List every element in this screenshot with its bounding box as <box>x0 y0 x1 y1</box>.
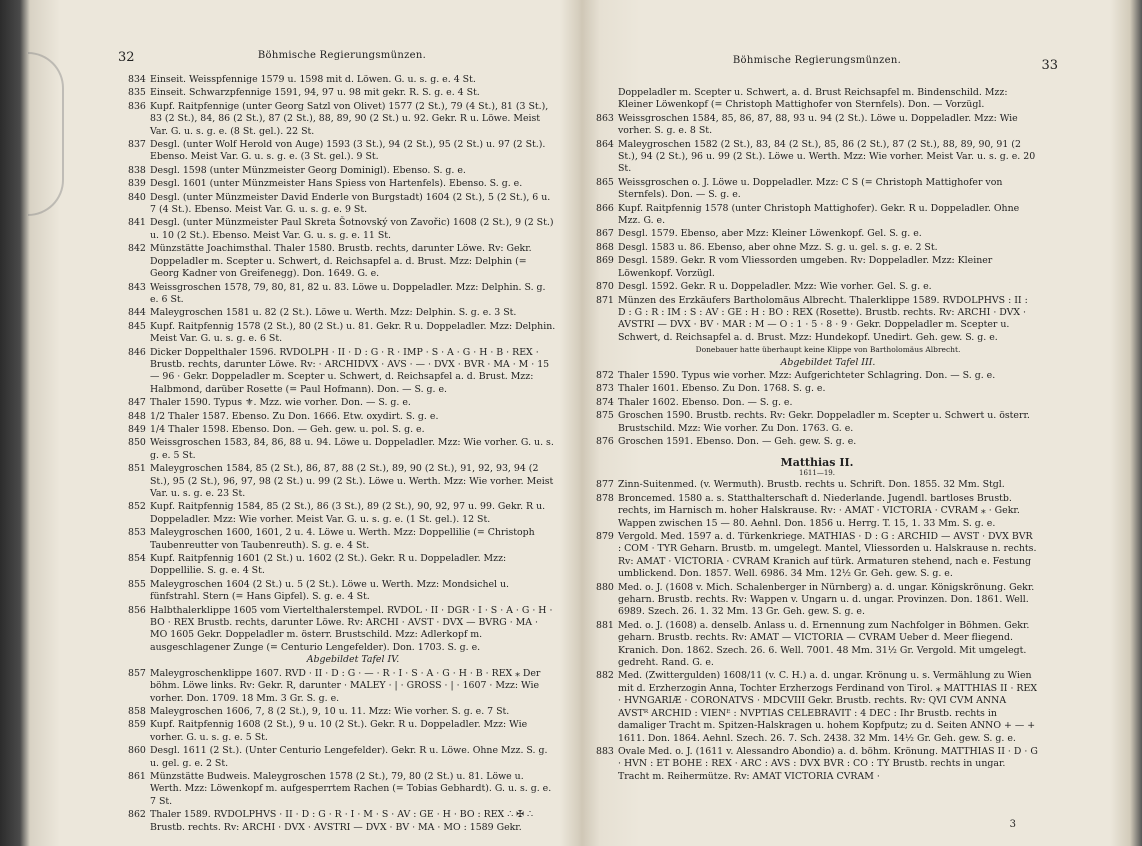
entry-number: 850 <box>128 437 146 449</box>
entry-number: 866 <box>596 202 614 214</box>
catalog-entry <box>596 493 1038 530</box>
catalog-entry <box>128 668 556 705</box>
entry-text: Kupf. Raitpfennig 1601 (2 St.) u. 1602 (2 St.). Gekr. R u. Doppeladler. Mzz: Doppellilie. S. g. e. 4 St. <box>150 553 507 577</box>
entry-number: 862 <box>128 809 146 821</box>
entry-text: Einseit. Schwarzpfennige 1591, 94, 97 u. 98 mit gekr. R. S. g. e. 4 St. <box>150 87 480 99</box>
entry-text: Desgl. 1611 (2 St.). (Unter Centurio Lengefelder). Gekr. R u. Löwe. Ohne Mzz. S. g. u. gel. g. e. 2 St. <box>150 745 548 769</box>
entry-number: 868 <box>596 241 614 253</box>
section-years: 1611—19. <box>799 469 835 478</box>
catalog-entry <box>128 165 556 177</box>
catalog-entry <box>128 87 556 99</box>
entry-number: 864 <box>596 138 614 150</box>
entry-number: 877 <box>596 479 614 491</box>
entry-number: 872 <box>596 369 614 381</box>
catalog-entry <box>596 479 1038 491</box>
entry-text: Thaler 1601. Ebenso. Zu Don. 1768. S. g. e. <box>618 383 826 395</box>
catalog-entry <box>128 719 556 744</box>
catalog-entry <box>128 501 556 526</box>
catalog-entry <box>128 411 556 423</box>
plate-reference: Abgebildet Tafel IV. <box>306 654 400 666</box>
catalog-entry <box>596 139 1038 176</box>
entry-text: Thaler 1590. Typus wie vorher. Mzz: Aufgerichteter Schlagring. Don. — S. g. e. <box>618 369 996 381</box>
catalog-entry <box>128 321 556 346</box>
entry-text: Broncemed. 1580 a. s. Statthalterschaft d. Niederlande. Jugendl. bartloses Brustb. rechts, im Harnisch m. hoher Halskrause. Rv: · AMAT · VICTORIA · CVRAM ⁎ · Gekr. Wappen zwischen 15 — 80. Aehnl. Don. 1856 u. Herrg. T. 15, 1. 33 Mm. S. g. e. <box>618 492 1020 529</box>
section-title: Matthias II. <box>780 456 854 470</box>
entry-number: 852 <box>128 501 146 513</box>
entry-text: Ovale Med. o. J. (1611 v. Alessandro Abondio) a. d. böhm. Krönung. MATTHIAS II · D · G · HVN : ET BOHE : REX · ARC : AVS : DVX BVR : CO : TY Brustb. rechts in ungar. Tracht m. Reihermütze. Rv: AMAT VICTORIA CVRAM · <box>618 745 1038 782</box>
entry-text: Zinn-Suitenmed. (v. Wermuth). Brustb. rechts u. Schrift. Don. 1855. 32 Mm. Stgl. <box>618 479 1005 491</box>
entry-number: 854 <box>128 553 146 565</box>
entry-text: Kupf. Raitpfennig 1578 (2 St.), 80 (2 St.) u. 81. Gekr. R u. Doppeladler. Mzz: Delphin. Meist Var. G. u. s. g. e. 6 St. <box>150 320 556 345</box>
catalog-entry <box>596 670 1038 744</box>
entry-text: Vergold. Med. 1597 a. d. Türkenkriege. MATHIAS · D : G : ARCHID — AVST · DVX BVR : COM · TYR Geharn. Brustb. m. umgelegt. Mantel, Vliessorden u. Halskrause n. rechts. Rv: AMAT · VICTORIA · CVRAM Kranich auf türk. Armaturen stehend, nach e. Festung umblickend. Don. 1857. Well. 6986. 34 Mm. 12½ Gr. Geh. gew. S. g. e. <box>618 531 1037 580</box>
catalog-entry <box>128 771 556 808</box>
entry-number: 880 <box>596 581 614 593</box>
entry-number: 856 <box>128 604 146 616</box>
entry-text: Maleygroschen 1584, 85 (2 St.), 86, 87, 88 (2 St.), 89, 90 (2 St.), 91, 92, 93, 94 (2 St.), 95 (2 St.), 96, 97, 98 (2 St.) u. 99 (2 St.). Löwe u. Werth. Mzz: Wie vorher. Meist Var. u. s. g. e. 23 St. <box>150 463 554 499</box>
entry-text: Weissgroschen 1583, 84, 86, 88 u. 94. Löwe u. Doppeladler. Mzz: Wie vorher. G. u. s. g. e. 5 St. <box>150 437 554 461</box>
entry-number: 871 <box>596 294 614 306</box>
catalog-entry <box>596 370 1038 382</box>
entry-number: 840 <box>128 191 146 203</box>
entry-number: 869 <box>596 255 614 267</box>
catalog-entry <box>596 228 1038 240</box>
entry-number: 865 <box>596 176 614 188</box>
entry-number: 883 <box>596 745 614 757</box>
entry-number: 863 <box>596 112 614 124</box>
catalog-entry <box>596 410 1038 435</box>
entry-number: 847 <box>128 397 146 409</box>
entry-number: 842 <box>128 243 146 255</box>
entry-number: 860 <box>128 745 146 757</box>
entry-text: Halbthalerklippe 1605 vom Viertelthalerstempel. RVDOL · II · DGR · I · S · A · G · H · BO · REX Brustb. rechts, darunter Löwe. Rv: ARCHI · AVST · DVX — BVRG · MA · MO 1605 Gekr. Doppeladler m. österr. Brustschild. Mzz: Adlerkopf m. ausgeschlagener Zunge (= Centurio Lengefelder). Don. 1703. S. g. e. <box>150 604 553 653</box>
catalog-entry <box>128 217 556 242</box>
entry-text: Weissgroschen o. J. Löwe u. Doppeladler. Mzz: C S (= Christoph Mattighofer von Sternfels). Don. — S. g. e. <box>618 176 1003 201</box>
entry-text: Desgl. 1592. Gekr. R u. Doppeladler. Mzz: Wie vorher. Gel. S. g. e. <box>618 281 932 293</box>
catalog-entry <box>596 436 1038 448</box>
catalog-entry <box>128 101 556 138</box>
catalog-entry <box>128 437 556 462</box>
catalog-entry <box>128 706 556 718</box>
entry-text: Desgl. 1579. Ebenso, aber Mzz: Kleiner Löwenkopf. Gel. S. g. e. <box>618 228 922 240</box>
catalog-entry <box>128 307 556 319</box>
catalog-entry <box>128 178 556 190</box>
catalog-entry <box>596 582 1038 619</box>
left-page <box>118 0 556 846</box>
entry-number: 876 <box>596 435 614 447</box>
signature-mark: 3 <box>1009 819 1016 830</box>
catalog-entry <box>596 531 1038 581</box>
catalog-entry <box>128 809 556 834</box>
catalog-entry <box>596 620 1038 670</box>
catalog-entry <box>596 113 1038 138</box>
catalog-entry <box>596 87 1038 112</box>
entry-text: Desgl. 1583 u. 86. Ebenso, aber ohne Mzz. S. g. u. gel. s. g. e. 2 St. <box>618 241 938 253</box>
page-number: 33 <box>1041 58 1058 73</box>
catalog-entry <box>128 745 556 770</box>
entry-note: Donebauer hatte überhaupt keine Klippe von Bartholomäus Albrecht. <box>695 345 961 355</box>
entry-number: 873 <box>596 383 614 395</box>
entry-text: Desgl. (unter Münzmeister Paul Skreta Šotnovský von Zavořic) 1608 (2 St.), 9 (2 St.) u. 10 (2 St.). Ebenso. Meist Var. G. u. s. g. e. 11 St. <box>150 217 554 241</box>
entry-text: Maleygroschen 1600, 1601, 2 u. 4. Löwe u. Werth. Mzz: Doppellilie (= Christoph Taubenreutter von Taubenreuth). S. g. e. 4 St. <box>150 527 535 551</box>
catalog-entry <box>128 553 556 578</box>
entry-text: Thaler 1590. Typus ⚜. Mzz. wie vorher. Don. — S. g. e. <box>150 397 411 409</box>
catalog-entry <box>128 397 556 409</box>
entry-text: Med. o. J. (1608) a. denselb. Anlass u. d. Ernennung zum Nachfolger in Böhmen. Gekr. geharn. Brustb. rechts. Rv: AMAT — VICTORIA — CVRAM Ueber d. Meer fliegend. Kranich. Don. 1862. Szech. 26. 6. Well. 7001. 48 Mm. 31½ Gr. Vergold. Mit umgelegt. gedreht. Rand. G. e. <box>618 619 1030 669</box>
entry-number: 837 <box>128 139 146 151</box>
entry-text: Einseit. Weisspfennige 1579 u. 1598 mit d. Löwen. G. u. s. g. e. 4 St. <box>150 74 476 85</box>
catalog-entry <box>128 282 556 307</box>
entry-number: 849 <box>128 423 146 435</box>
entry-number: 853 <box>128 527 146 539</box>
entry-number: 879 <box>596 531 614 542</box>
entry-text: Desgl. 1589. Gekr. R vom Vliessorden umgeben. Rv: Doppeladler. Mzz: Kleiner Löwenkopf. Vorzügl. <box>618 255 993 279</box>
entry-number: 836 <box>128 100 146 112</box>
catalog-entry <box>596 177 1038 202</box>
entry-text: Desgl. (unter Wolf Herold von Auge) 1593 (3 St.), 94 (2 St.), 95 (2 St.) u. 97 (2 St.). Ebenso. Meist Var. G. u. s. g. e. (3 St. gel.). 9 St. <box>150 139 546 163</box>
catalog-entry <box>596 281 1038 293</box>
catalog-entry <box>596 203 1038 228</box>
entry-text: Kupf. Raitpfennig 1608 (2 St.), 9 u. 10 (2 St.). Gekr. R u. Doppeladler. Mzz: Wie vorher. G. u. s. g. e. 5 St. <box>150 719 528 743</box>
entry-number: 878 <box>596 492 614 504</box>
entry-text: Desgl. (unter Münzmeister David Enderle von Burgstadt) 1604 (2 St.), 5 (2 St.), 6 u. 7 (4 St.). Ebenso. Meist Var. G. u. s. g. e. 9 St. <box>150 191 551 216</box>
entry-number: 843 <box>128 281 146 293</box>
page-number: 32 <box>118 50 135 65</box>
entry-text: Dicker Doppelthaler 1596. RVDOLPH · II · D : G · R · IMP · S · A · G · H · B · REX · Brustb. rechts, darunter Löwe. Rv: · ARCHIDVX · AVS · — · DVX · BVR · MA · M · 15 — 96 · Gekr. Doppeladler m. Scepter u. Schwert, d. Reichsapfel a. d. Brust. Mzz: Halbmond, darüber Rosette (= Paul Hofmann). Don. — S. g. e. <box>150 346 550 395</box>
entry-text: Desgl. 1598 (unter Münzmeister Georg Dominigl). Ebenso. S. g. e. <box>150 164 466 176</box>
catalog-entry <box>596 255 1038 280</box>
catalog-entry <box>128 74 556 86</box>
entry-number: 857 <box>128 667 146 679</box>
right-page <box>596 0 1058 846</box>
entry-number: 867 <box>596 228 614 240</box>
catalog-entry <box>128 192 556 217</box>
catalog-entry <box>596 242 1038 254</box>
entry-text: Weissgroschen 1578, 79, 80, 81, 82 u. 83. Löwe u. Doppeladler. Mzz: Delphin. S. g. e. 6 St. <box>150 281 546 305</box>
entry-number: 844 <box>128 307 146 319</box>
entry-text: Groschen 1591. Ebenso. Don. — Geh. gew. S. g. e. <box>618 435 857 447</box>
entry-number: 838 <box>128 164 146 176</box>
entry-number: 846 <box>128 346 146 358</box>
entry-number: 874 <box>596 396 614 408</box>
entry-number: 851 <box>128 463 146 475</box>
catalog-entry <box>596 295 1038 369</box>
entry-list <box>596 87 1038 784</box>
catalog-entry <box>128 579 556 604</box>
entry-text: Münzstätte Joachimsthal. Thaler 1580. Brustb. rechts, darunter Löwe. Rv: Gekr. Doppeladler m. Scepter u. Schwert, d. Reichsapfel a. d. Brust. Mzz: Delphin (= Georg Kadner von Greifenegg). Don. 1649. G. e. <box>150 243 532 280</box>
entry-text: Weissgroschen 1584, 85, 86, 87, 88, 93 u. 94 (2 St.). Löwe u. Doppeladler. Mzz: Wie vorher. S. g. e. 8 St. <box>618 112 1018 137</box>
entry-number: 834 <box>128 74 146 85</box>
catalog-entry <box>128 347 556 397</box>
entry-number: 835 <box>128 87 146 99</box>
entry-number: 845 <box>128 320 146 332</box>
entry-number: 861 <box>128 770 146 782</box>
entry-number: 859 <box>128 719 146 731</box>
entry-text: 1/2 Thaler 1587. Ebenso. Zu Don. 1666. Etw. oxydirt. S. g. e. <box>150 410 439 422</box>
entry-text: 1/4 Thaler 1598. Ebenso. Don. — Geh. gew. u. pol. S. g. e. <box>150 423 425 435</box>
entry-number: 841 <box>128 217 146 229</box>
catalog-entry <box>596 746 1038 783</box>
entry-number: 875 <box>596 410 614 422</box>
entry-text: Kupf. Raitpfennig 1578 (unter Christoph Mattighofer). Gekr. R u. Doppeladler. Ohne Mzz. G. e. <box>618 202 1020 227</box>
catalog-entry <box>596 383 1038 395</box>
catalog-entry <box>128 605 556 667</box>
catalog-entry <box>128 463 556 500</box>
entry-text: Maleygroschen 1604 (2 St.) u. 5 (2 St.). Löwe u. Werth. Mzz: Mondsichel u. fünfstrahl. Stern (= Hans Gipfel). S. g. e. 4 St. <box>150 578 510 603</box>
plate-reference: Abgebildet Tafel III. <box>780 356 876 368</box>
running-head: Böhmische Regierungsmünzen. <box>257 50 427 61</box>
entry-text: Maleygroschen 1581 u. 82 (2 St.). Löwe u. Werth. Mzz: Delphin. S. g. e. 3 St. <box>150 307 517 319</box>
entry-text: Med. o. J. (1608 v. Mich. Schalenberger in Nürnberg) a. d. ungar. Königskrönung. Gekr. geharn. Brustb. rechts. Rv: Wappen v. Ungarn u. d. ungar. Provinzen. Don. 1861. Well. 6989. Szech. 26. 1. 32 Mm. 13 Gr. Geh. gew. S. g. e. <box>618 581 1035 618</box>
entry-text: Groschen 1590. Brustb. rechts. Rv: Gekr. Doppeladler m. Scepter u. Schwert u. österr. Brustschild. Mzz: Wie vorher. Zu Don. 1763. G. e. <box>618 410 1030 434</box>
entry-number: 839 <box>128 178 146 190</box>
entry-text: Maleygroschen 1582 (2 St.), 83, 84 (2 St.), 85, 86 (2 St.), 87 (2 St.), 88, 89, 90, 91 (2 St.), 94 (2 St.), 96 u. 99 (2 St.). Löwe u. Werth. Mzz: Wie vorher. Meist Var. u. s. g. e. 20 St. <box>618 138 1036 175</box>
entry-number: 848 <box>128 410 146 422</box>
entry-list <box>128 74 556 835</box>
entry-text: Desgl. 1601 (unter Münzmeister Hans Spiess von Hartenfels). Ebenso. S. g. e. <box>150 178 523 190</box>
entry-number: 881 <box>596 619 614 631</box>
entry-text: Münzstätte Budweis. Maleygroschen 1578 (2 St.), 79, 80 (2 St.) u. 81. Löwe u. Werth. Mzz: Löwenkopf m. aufgesperrtem Rachen (= Tobias Gebhardt). G. u. s. g. e. 7 St. <box>150 770 552 807</box>
catalog-entry <box>128 139 556 164</box>
entry-text: Doppeladler m. Scepter u. Schwert, a. d. Brust Reichsapfel m. Bindenschild. Mzz: Kleiner Löwenkopf (= Christoph Mattighofer von Sternfels). Don. — Vorzügl. <box>618 87 1008 111</box>
running-head: Böhmische Regierungsmünzen. <box>732 55 902 66</box>
entry-text: Kupf. Raitpfennige (unter Georg Satzl von Olivet) 1577 (2 St.), 79 (4 St.), 81 (3 St.), 83 (2 St.), 84, 86 (2 St.), 87 (2 St.), 88, 89, 90 (2 St.) u. 92. Gekr. R u. Löwe. Meist Var. G. u. s. g. e. (8 St. gel.). 22 St. <box>150 100 549 137</box>
catalog-entry <box>596 397 1038 409</box>
entry-text: Med. (Zwittergulden) 1608/11 (v. C. H.) a. d. ungar. Krönung u. s. Vermählung zu Wien mit d. Erzherzogin Anna, Tochter Erzherzogs Ferdinand von Tirol. ⁎ MATTHIAS II · REX · HVNGARIÆ · CORONATVS · MDCVIII Gekr. Brustb. rechts. Rv: QVI CVM ANNA AVSTᴿ ARCHID : VIENᴱ : NVPTIAS CELEBRAVIT : 4 DEC : Ihr Brustb. rechts in damaliger Tracht m. Spitzen-Halskragen u. hohem Kopfputz; zu d. Seiten ANNO + — + 1611. Don. 1864. Aehnl. Szech. 26. 7. Sch. 2438. 32 Mm. 14½ Gr. Geh. gew. S. g. e. <box>618 670 1038 744</box>
entry-number: 855 <box>128 578 146 590</box>
entry-text: Maleygroschenklippe 1607. RVD · II · D : G · — · R · I · S · A · G · H · B · REX ⁎ Der böhm. Löwe links. Rv: Gekr. R, darunter · MALEY · | · GROSS · | · 1607 · Mzz: Wie vorher. Don. 1709. 18 Mm. 3 Gr. S. g. e. <box>150 667 541 704</box>
entry-text: Maleygroschen 1606, 7, 8 (2 St.), 9, 10 u. 11. Mzz: Wie vorher. S. g. e. 7 St. <box>150 705 510 717</box>
entry-number: 882 <box>596 670 614 682</box>
entry-text: Thaler 1589. RVDOLPHVS · II · D : G · R · I · M · S · AV : GE · H · BO : REX ∴ ✠ ∴ Brustb. rechts. Rv: ARCHI · DVX · AVSTRI — DVX · BV · MA · MO : 1589 Gekr. <box>150 809 533 833</box>
entry-text: Münzen des Erzkäufers Bartholomäus Albrecht. Thalerklippe 1589. RVDOLPHVS : II : D : G : R : IM : S : AV : GE : H : BO : REX (Rosette). Brustb. rechts. Rv: ARCHI · DVX · AVSTRI — DVX · BV · MAR : M — O : 1 · 5 · 8 · 9 · Gekr. Doppeladler m. Scepter u. Schwert, d. Reichsapfel a. d. Brust. Mzz: Hundekopf. Unedirt. Geh. gew. S. g. e. <box>618 294 1028 343</box>
library-stamp <box>28 52 64 216</box>
entry-number: 858 <box>128 705 146 717</box>
catalog-entry <box>128 527 556 552</box>
catalog-entry <box>128 243 556 280</box>
catalog-entry <box>128 424 556 436</box>
entry-text: Kupf. Raitpfennig 1584, 85 (2 St.), 86 (3 St.), 89 (2 St.), 90, 92, 97 u. 99. Gekr. R u. Doppeladler. Mzz: Wie vorher. Meist Var. G. u. s. g. e. (1 St. gel.). 12 St. <box>150 501 546 525</box>
entry-text: Thaler 1602. Ebenso. Don. — S. g. e. <box>618 396 793 408</box>
entry-number: 870 <box>596 281 614 293</box>
